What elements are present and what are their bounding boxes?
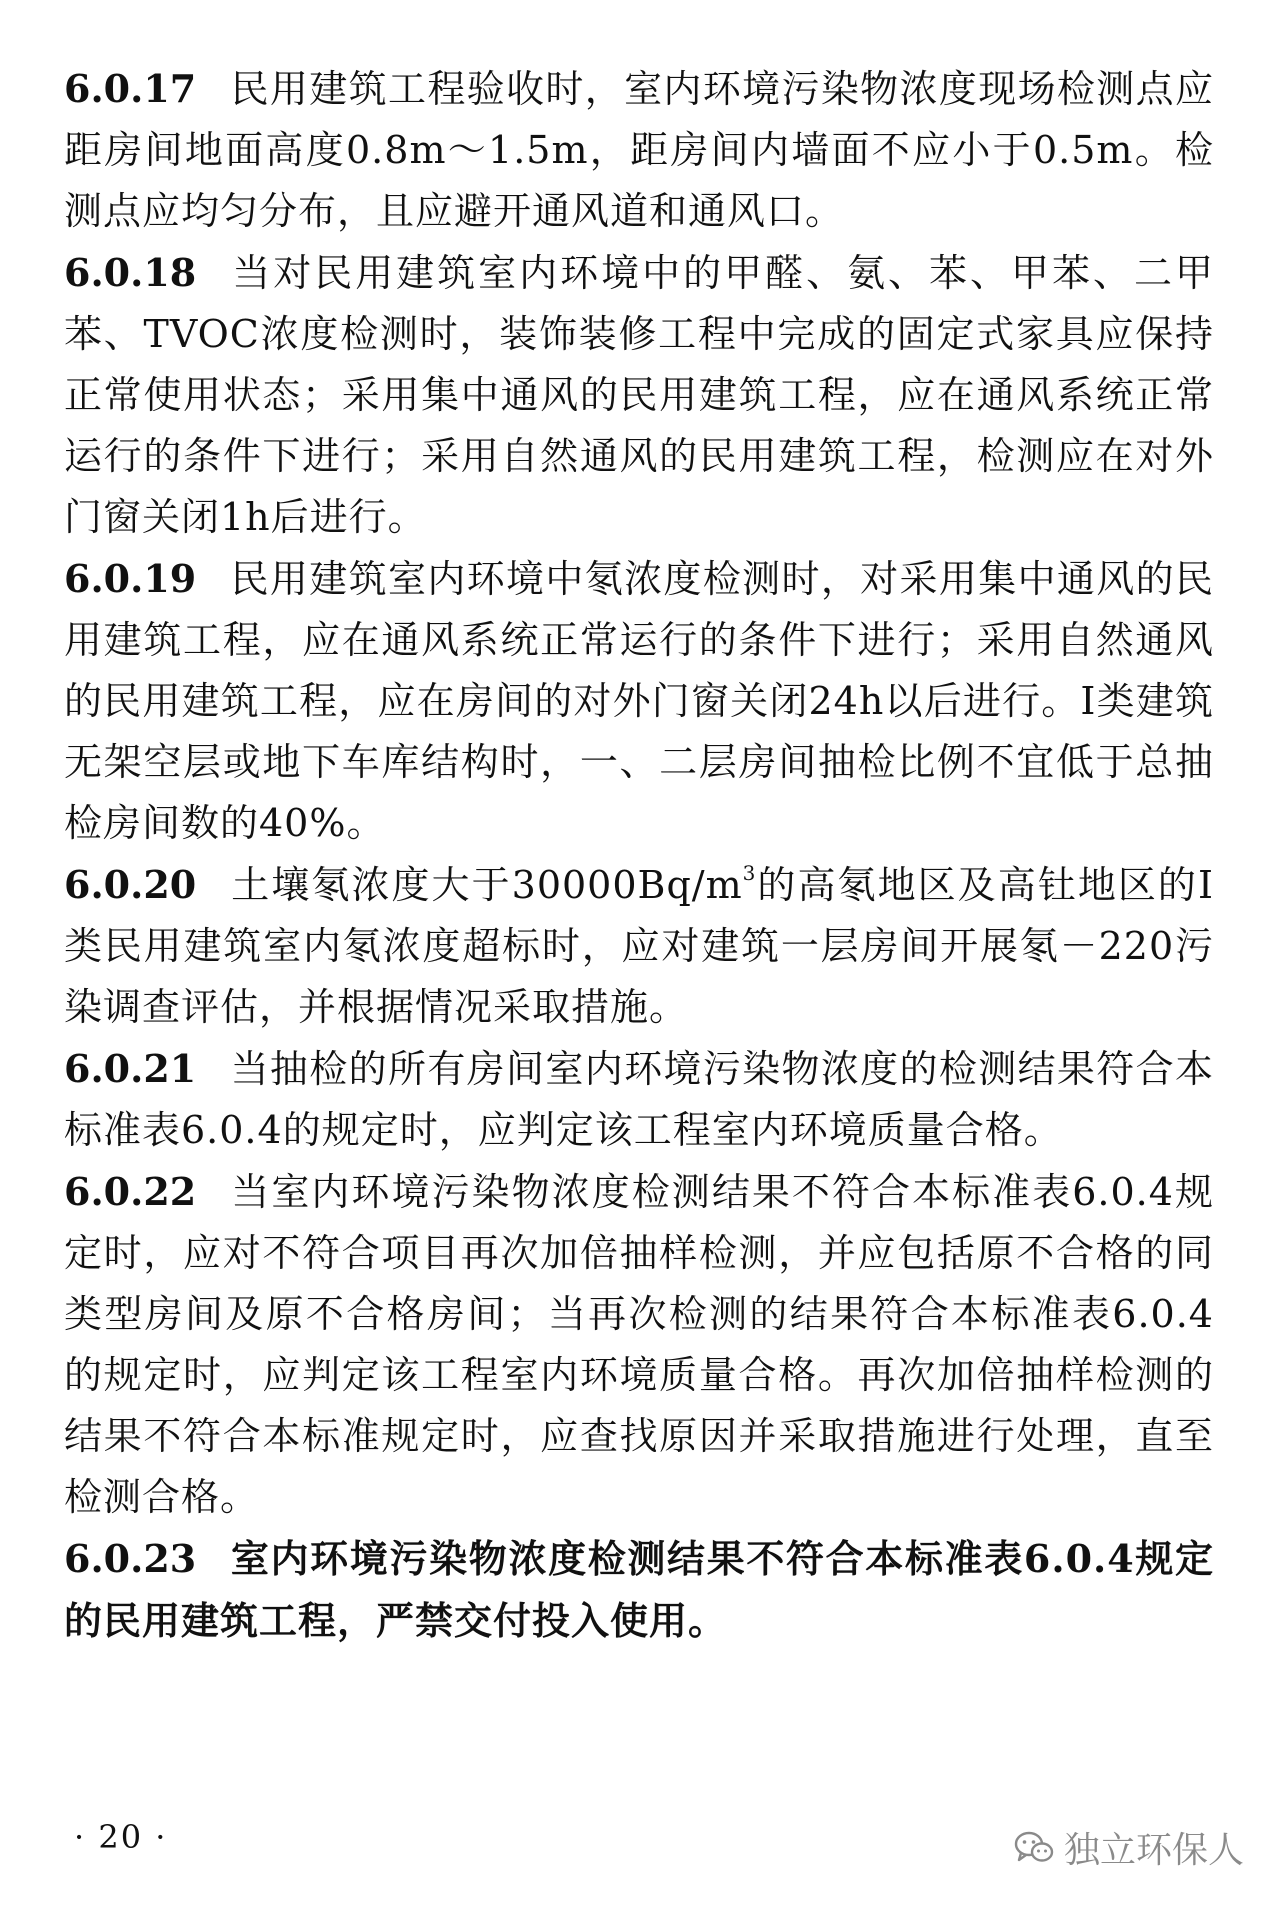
clause-number: 6.0.21 — [64, 1046, 197, 1091]
clause-6-0-19 — [64, 548, 1214, 854]
watermark — [1014, 1822, 1244, 1873]
clause-text: 当抽检的所有房间室内环境污染物浓度的检测结果符合本标准表6.0.4的规定时，应判定该工程室内环境质量合格。 — [64, 1047, 1214, 1152]
document-body — [64, 58, 1214, 1652]
clause-text-after: 的高氡地区及高钍地区的Ⅰ类民用建筑室内氡浓度超标时，应对建筑一层房间开展氡－220污染调查评估，并根据情况采取措施。 — [64, 863, 1214, 1029]
clause-6-0-17 — [64, 58, 1214, 242]
clause-6-0-18 — [64, 242, 1214, 548]
clause-text: 当对民用建筑室内环境中的甲醛、氨、苯、甲苯、二甲苯、TVOC浓度检测时，装饰装修工程中完成的固定式家具应保持正常使用状态；采用集中通风的民用建筑工程，应在通风系统正常运行的条件下进行；采用自然通风的民用建筑工程，检测应在对外门窗关闭1h后进行。 — [64, 251, 1214, 539]
clause-number: 6.0.23 — [64, 1536, 197, 1581]
clause-number: 6.0.18 — [64, 250, 197, 295]
clause-text-before: 土壤氡浓度大于30000Bq/m — [230, 863, 743, 907]
superscript: 3 — [742, 861, 757, 885]
wechat-icon — [1014, 1830, 1054, 1866]
clause-text: 当室内环境污染物浓度检测结果不符合本标准表6.0.4规定时，应对不符合项目再次加倍抽样检测，并应包括原不合格的同类型房间及原不合格房间；当再次检测的结果符合本标准表6.0.4的规定时，应判定该工程室内环境质量合格。再次加倍抽样检测的结果不符合本标准规定时，应查找原因并采取措施进行处理，直至检测合格。 — [64, 1170, 1214, 1519]
clause-number: 6.0.22 — [64, 1169, 197, 1214]
clause-text: 民用建筑室内环境中氡浓度检测时，对采用集中通风的民用建筑工程，应在通风系统正常运行的条件下进行；采用自然通风的民用建筑工程，应在房间的对外门窗关闭24h以后进行。I类建筑无架空层或地下车库结构时，一、二层房间抽检比例不宜低于总抽检房间数的40%。 — [64, 557, 1214, 845]
clause-6-0-23 — [64, 1528, 1214, 1652]
clause-text: 民用建筑工程验收时，室内环境污染物浓度现场检测点应距房间地面高度0.8m～1.5m，距房间内墙面不应小于0.5m。检测点应均匀分布，且应避开通风道和通风口。 — [64, 67, 1214, 233]
clause-text: 室内环境污染物浓度检测结果不符合本标准表6.0.4规定的民用建筑工程，严禁交付投入使用。 — [64, 1536, 1214, 1643]
watermark-text: 独立环保人 — [1063, 1830, 1244, 1871]
clause-number: 6.0.20 — [64, 862, 197, 907]
clause-6-0-22 — [64, 1161, 1214, 1528]
clause-number: 6.0.19 — [64, 556, 197, 601]
page-number: · 20 · — [74, 1818, 168, 1856]
clause-text — [64, 863, 1214, 1029]
clause-6-0-20 — [64, 854, 1214, 1038]
clause-number: 6.0.17 — [64, 66, 197, 111]
clause-6-0-21 — [64, 1038, 1214, 1161]
